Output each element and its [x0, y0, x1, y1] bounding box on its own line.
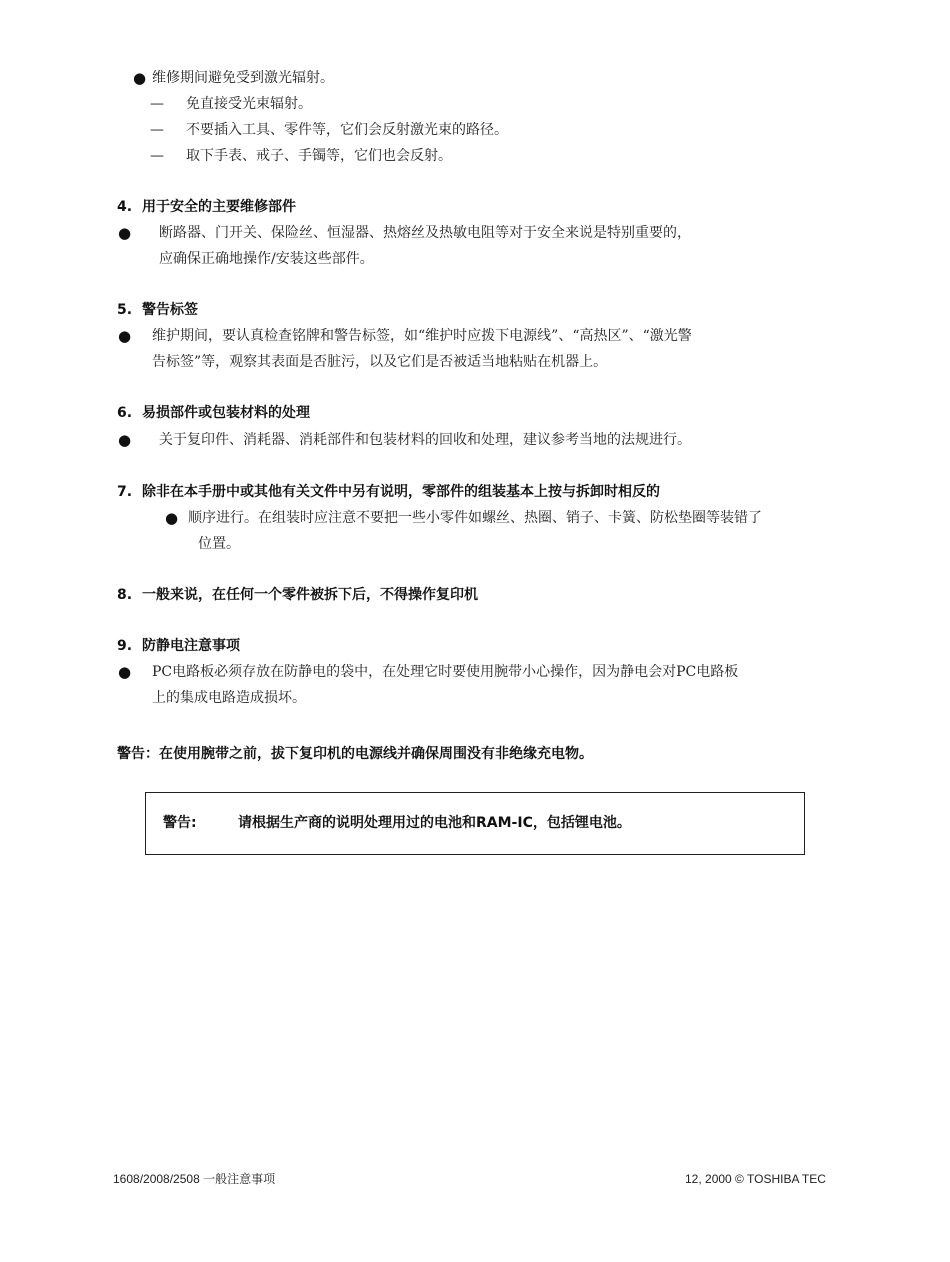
section-line: 断路器、门开关、保险丝、恒湿器、热熔丝及热敏电阻等对于安全来说是特别重要的，: [159, 225, 691, 241]
section-line: 告标签”等，观察其表面是否脏污，以及它们是否被适当地粘贴在机器上。: [152, 354, 608, 370]
intro-subitem: 取下手表、戒子、手镯等，它们也会反射。: [186, 148, 452, 164]
bullet-icon: ●: [133, 69, 147, 87]
section-title: 用于安全的主要维修部件: [142, 199, 296, 215]
bullet-icon: ●: [118, 431, 132, 449]
section-number: 9.: [117, 638, 133, 654]
section-title: 一般来说，在任何一个零件被拆下后，不得操作复印机: [142, 587, 478, 603]
section-number: 8.: [117, 587, 133, 603]
dash-icon: —: [150, 122, 164, 138]
bullet-icon: ●: [165, 509, 179, 527]
intro-bullet-text: 维修期间避免受到激光辐射。: [152, 70, 334, 86]
dash-icon: —: [150, 96, 164, 112]
section-line: 关于复印件、消耗器、消耗部件和包装材料的回收和处理，建议参考当地的法规进行。: [159, 432, 691, 448]
section-line: 维护期间，要认真检查铭牌和警告标签，如“维护时应拨下电源线”、“高热区”、“激光警: [152, 328, 692, 344]
intro-subitem: 不要插入工具、零件等，它们会反射激光束的路径。: [186, 122, 508, 138]
section-line: PC电路板必须存放在防静电的袋中，在处理它时要使用腕带小心操作，因为静电会对PC电路板: [152, 664, 739, 680]
section-line: 位置。: [198, 536, 240, 552]
footer-left: 1608/2008/2508 一般注意事项: [113, 1172, 276, 1186]
section-title: 警告标签: [142, 302, 198, 318]
section-title: 除非在本手册中或其他有关文件中另有说明，零部件的组装基本上按与拆卸时相反的: [142, 484, 660, 500]
section-line: 上的集成电路造成损坏。: [152, 690, 306, 706]
section-line: 应确保正确地操作/安装这些部件。: [159, 251, 374, 267]
warning-line: 警告：在使用腕带之前，拔下复印机的电源线并确保周围没有非绝缘充电物。: [117, 746, 593, 762]
footer-right: 12, 2000 © TOSHIBA TEC: [685, 1172, 826, 1186]
section-number: 7.: [117, 484, 133, 500]
section-title: 防静电注意事项: [142, 638, 240, 654]
bullet-icon: ●: [118, 327, 132, 345]
section-number: 6.: [117, 405, 133, 421]
intro-subitem: 免直接受光束辐射。: [186, 96, 312, 112]
section-number: 4.: [117, 199, 133, 215]
section-number: 5.: [117, 302, 133, 318]
warning-box-label: 警告:: [163, 815, 197, 831]
section-title: 易损部件或包装材料的处理: [142, 405, 310, 421]
bullet-icon: ●: [118, 663, 132, 681]
section-line: 顺序进行。在组装时应注意不要把一些小零件如螺丝、热圈、销子、卡簧、防松垫圈等装错了: [188, 510, 762, 526]
dash-icon: —: [150, 148, 164, 164]
warning-box-text: 请根据生产商的说明处理用过的电池和RAM-IC，包括锂电池。: [238, 815, 631, 831]
bullet-icon: ●: [118, 224, 132, 242]
